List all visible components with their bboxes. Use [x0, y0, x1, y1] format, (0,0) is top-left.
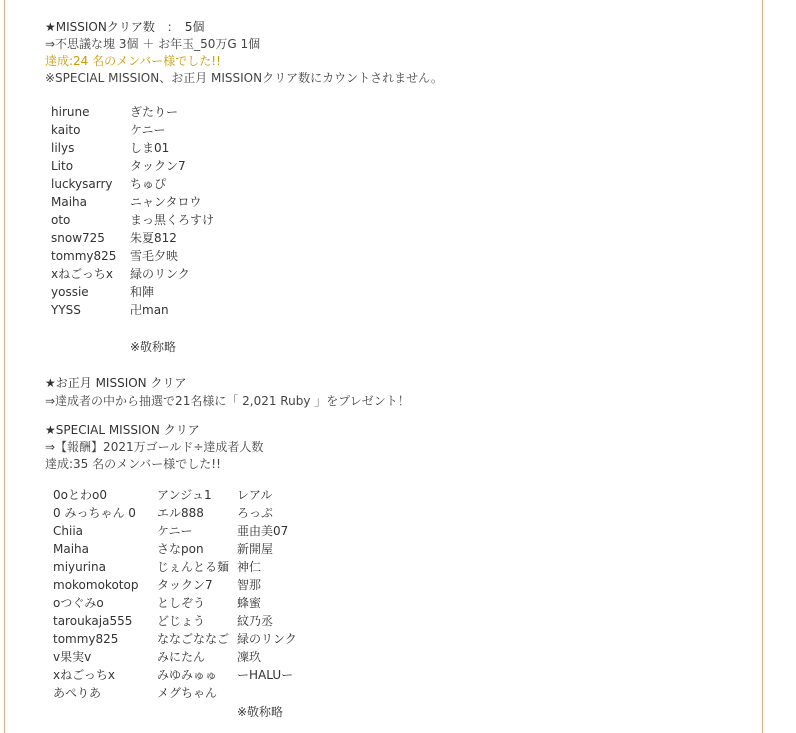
- member-name: 亜由美07: [237, 524, 289, 538]
- member-name: 新開屋: [237, 542, 274, 556]
- new-year-title: ★お正月 MISSION クリア: [45, 376, 187, 390]
- member-name: lilys: [51, 141, 75, 155]
- mission-achieved-line: 達成:24 名のメンバー様でした!!: [45, 54, 221, 68]
- member-name: Maiha: [53, 542, 89, 556]
- member-name: mokomokotop: [53, 578, 139, 592]
- left-frame-border: [4, 0, 5, 733]
- member-name: ニャンタロウ: [130, 195, 202, 209]
- member-name: ろっぷ: [237, 506, 274, 520]
- member-name: あぺりあ: [53, 686, 102, 700]
- member-name: 神仁: [237, 560, 262, 574]
- member-name: 卍man: [130, 303, 169, 317]
- member-name: snow725: [51, 231, 105, 245]
- member-name: ケニー: [130, 123, 166, 137]
- member-name: みにたん: [157, 650, 206, 664]
- member-name: tommy825: [53, 632, 119, 646]
- member-name: v果実v: [53, 650, 92, 664]
- member-name: タックン7: [130, 159, 186, 173]
- member-name: 凜玖: [237, 650, 262, 664]
- special-honorific-note: ※敬称略: [237, 705, 284, 719]
- member-name: miyurina: [53, 560, 106, 574]
- member-name: さなpon: [157, 542, 204, 556]
- member-name: アンジュ1: [157, 488, 212, 502]
- member-name: Maiha: [51, 195, 87, 209]
- member-name: どじょう: [157, 614, 206, 628]
- member-name: レアル: [237, 488, 273, 502]
- member-name: taroukaja555: [53, 614, 133, 628]
- member-name: xねごっちx: [51, 267, 113, 281]
- member-name: 緑のリンク: [130, 267, 190, 281]
- member-name: エル888: [157, 506, 204, 520]
- member-name: ちゅぴ: [130, 177, 167, 191]
- member-name: 和陣: [130, 285, 155, 299]
- member-name: メグちゃん: [157, 686, 218, 700]
- member-name: Lito: [51, 159, 74, 173]
- member-name: oつぐみo: [53, 596, 104, 610]
- special-achieved: 達成:35 名のメンバー様でした!!: [45, 457, 221, 471]
- member-name: tommy825: [51, 249, 117, 263]
- member-name: 智那: [237, 578, 262, 592]
- new-year-desc: ⇒達成者の中から抽選で21名様に「 2,021 Ruby 」をプレゼント！: [45, 394, 410, 408]
- member-name: タックン7: [157, 578, 213, 592]
- special-title: ★SPECIAL MISSION クリア: [45, 423, 200, 437]
- mission-count-line: ★MISSIONクリア数 ： 5個: [45, 20, 205, 34]
- member-name: luckysarry: [51, 177, 113, 191]
- member-name: ーHALUー: [237, 668, 294, 682]
- member-name: ケニー: [157, 524, 193, 538]
- member-name: 朱夏812: [130, 231, 177, 245]
- member-name: 紋乃丞: [237, 614, 274, 628]
- mission-honorific-note: ※敬称略: [130, 340, 177, 354]
- member-name: まっ黒くろすけ: [130, 213, 215, 227]
- member-name: yossie: [51, 285, 89, 299]
- special-reward: ⇒【報酬】2021万ゴールド÷達成者人数: [45, 440, 264, 454]
- member-name: ぎたりー: [130, 105, 179, 119]
- member-name: YYSS: [51, 303, 81, 317]
- member-name: みゆみゅゅ: [157, 668, 218, 682]
- member-name: としぞう: [157, 596, 206, 610]
- member-name: 0 みっちゃん 0: [53, 506, 136, 520]
- member-name: しま01: [130, 141, 170, 155]
- member-name: hirune: [51, 105, 90, 119]
- member-name: 蜂蜜: [237, 596, 262, 610]
- member-name: Chiia: [53, 524, 84, 538]
- mission-reward-line: ⇒不思議な塊 3個 ＋ お年玉_50万G 1個: [45, 37, 261, 51]
- member-name: じぇんとる麺: [157, 560, 230, 574]
- member-name: ななごななご: [157, 632, 230, 646]
- member-name: oto: [51, 213, 71, 227]
- member-name: 0oとわo0: [53, 488, 107, 502]
- member-name: kaito: [51, 123, 81, 137]
- member-name: 雪毛夕映: [130, 249, 179, 263]
- mission-note-line: ※SPECIAL MISSION、お正月 MISSIONクリア数にカウントされません。: [45, 71, 443, 85]
- right-frame-border: [762, 0, 763, 733]
- member-name: 緑のリンク: [237, 632, 297, 646]
- member-name: xねごっちx: [53, 668, 115, 682]
